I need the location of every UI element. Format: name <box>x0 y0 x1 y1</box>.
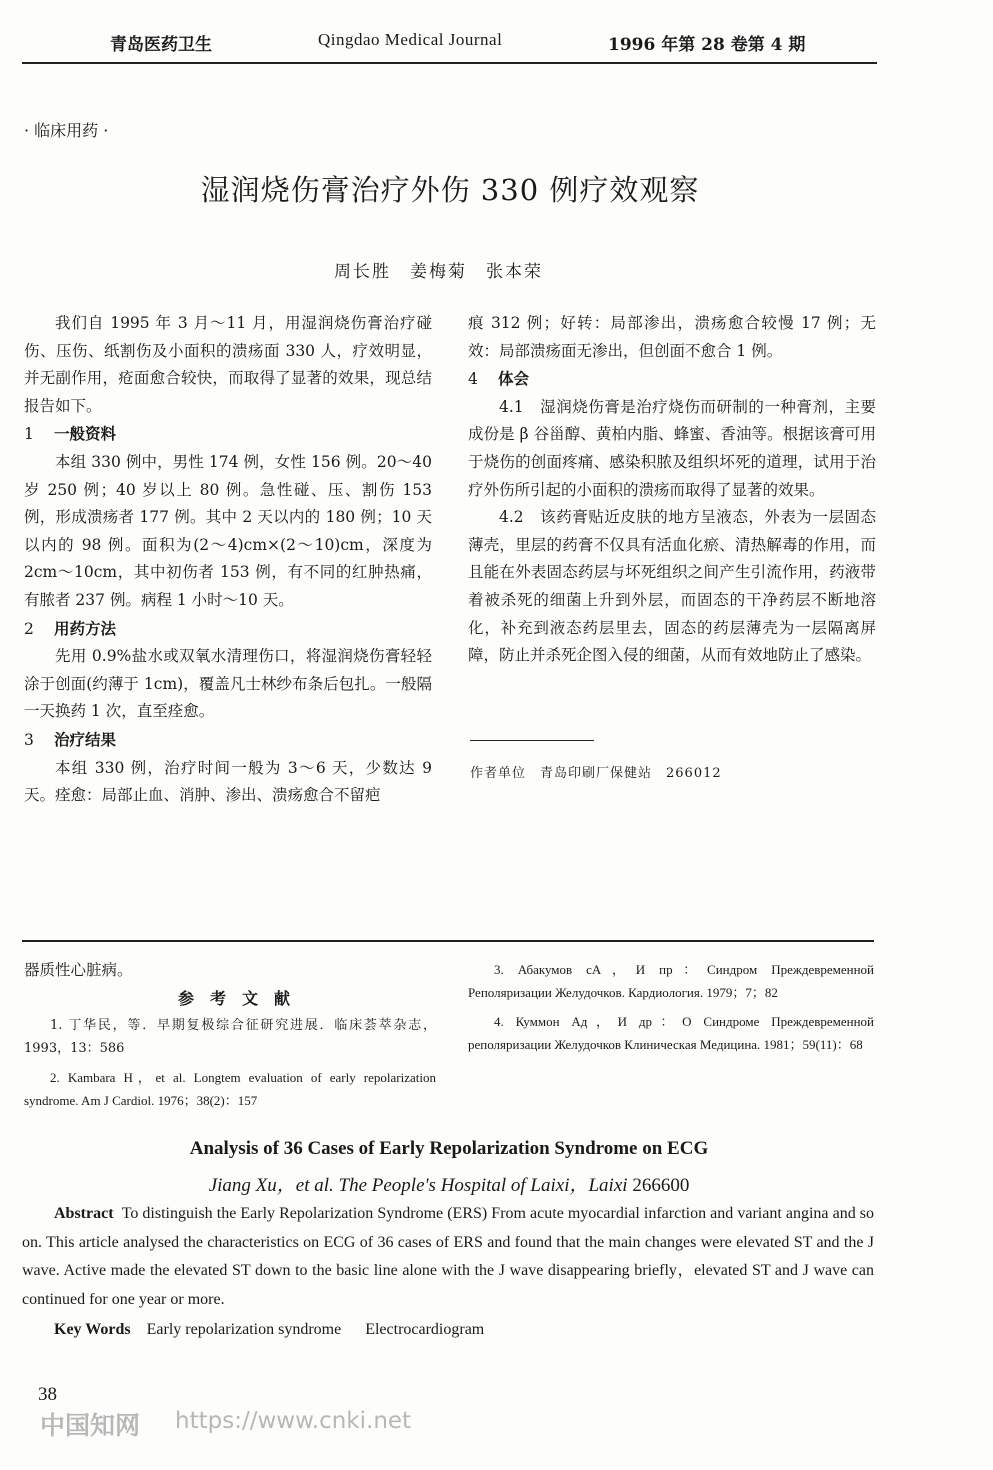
english-authors-line <box>0 1170 898 1197</box>
author-affiliation: 作者单位 青岛印刷厂保健站 266012 <box>470 766 722 781</box>
header-journal-cn: 青岛医药卫生 <box>110 35 212 55</box>
references-left <box>24 1014 436 1112</box>
section-3-title: 治疗结果 <box>54 729 117 749</box>
section-2-number: 2 <box>24 619 34 638</box>
continued-text: 器质性心脏病。 <box>24 961 133 979</box>
intro-paragraph: 我们自 1995 年 3 月～11 月，用湿润烧伤膏治疗碰伤、压伤、纸割伤及小面积的溃疡面 330 人，疗效明显，并无副作用，疮面愈合较快，而取得了显著的效果，现总结报告如下。 <box>24 314 432 415</box>
header-issue: 1996 年第 28 卷第 4 期 <box>608 35 806 55</box>
references-right <box>468 958 874 1056</box>
english-authors: Jiang Xu，et al. The People's Hospital of Laixi，Laixi <box>208 1175 628 1196</box>
left-column <box>24 310 432 810</box>
cnki-logo: 中国知网 <box>40 1411 141 1440</box>
section-1-number: 1 <box>24 425 34 444</box>
section-1-text: 本组 330 例中，男性 174 例，女性 156 例。20～40 岁 250 例；40 岁以上 80 例。急性碰、压、割伤 153 例，形成溃疡者 177 例。其中 2 天以内的 180 例；10 天以内的 98 例。面积为(2～4)cm×(2～10)cm，深度为 2cm～10cm，其中初伤者 153 例，有不同的红肿热痛，有脓者 237 例。病程 1 小时～10 天。 <box>24 452 432 609</box>
keyword-1: Early repolarization syndrome <box>146 1321 342 1338</box>
cnki-url: https://www.cnki.net <box>175 1408 412 1434</box>
reference-3: 3. Абакумов сА，И пр：Синдром Преждевременной Реполяризации Желудочков. Кардиология. 1979；7；82 <box>468 962 874 1000</box>
keywords-label: Key Words <box>54 1321 131 1338</box>
header-journal-en: Qingdao Medical Journal <box>318 30 503 49</box>
page-number: 38 <box>38 1384 57 1405</box>
reference-2: 2. Kambara H，et al. Longtem evaluation of early repolarization syndrome. Am J Cardiol. 1976；38(2)：157 <box>24 1070 436 1108</box>
article-title: 湿润烧伤膏治疗外伤 330 例疗效观察 <box>200 173 700 207</box>
section-4-heading <box>468 365 876 394</box>
references-heading: 参 考 文 献 <box>177 989 290 1008</box>
english-postcode: 266600 <box>632 1175 690 1196</box>
keywords-line <box>22 1316 874 1345</box>
affiliation-rule <box>470 740 594 741</box>
abstract-block <box>22 1200 874 1345</box>
section-2-heading <box>24 615 432 644</box>
abstract-text: To distinguish the Early Repolarization Syndrome (ERS) From acute myocardial infarction and variant angina and so on. This article analysed the characteristics on ECG of 36 cases of ERS and found that the main changes were elevated ST and the J wave. Active made the elevated ST down to the basic line alone with the J wave disappearing briefly，elevated ST and J wave can continued for one year or more. <box>22 1205 874 1308</box>
article-authors: 周长胜 姜梅菊 张本荣 <box>334 262 543 282</box>
section-1-heading <box>24 420 432 449</box>
paragraph-4-1: 4.1 湿润烧伤膏是治疗烧伤而研制的一种膏剂，主要成份是 β 谷甾醇、黄柏内脂、蜂蜜、香油等。根据该膏可用于烧伤的创面疼痛、感染积脓及组织坏死的道理，试用于治疗外伤所引起的小面积的溃疡而取得了显著的效果。 <box>468 397 876 499</box>
paragraph-4-2: 4.2 该药膏贴近皮肤的地方呈液态，外表为一层固态薄壳，里层的药膏不仅具有活血化瘀、清热解毒的作用，而且能在外表固态药层与坏死组织之间产生引流作用，药液带着被杀死的细菌上升到外层，而固态的干净药层不断地溶化，补充到液态药层里去，固态的药层薄壳为一层隔离屏障，防止并杀死企图入侵的细菌，从而有效地防止了感染。 <box>468 508 876 665</box>
column-tag: · 临床用药 · <box>24 121 109 140</box>
section-4-number: 4 <box>468 370 478 389</box>
section-4-title: 体会 <box>498 369 530 389</box>
section-3-number: 3 <box>24 730 34 749</box>
right-column <box>468 310 876 670</box>
keyword-2: Electrocardiogram <box>365 1321 485 1338</box>
reference-4: 4. Куммон Ад，И др：О Синдроме Преждевременной реполяризации Желудочков Клиническая Медицина. 1981；59(11)：68 <box>468 1014 874 1052</box>
section-2-title: 用药方法 <box>54 618 117 638</box>
english-title: Analysis of 36 Cases of Early Repolarization Syndrome on ECG <box>189 1138 709 1159</box>
abstract-label: Abstract <box>54 1205 114 1222</box>
reference-1: 1. 丁华民，等．早期复极综合征研究进展．临床荟萃杂志，1993，13：586 <box>24 1018 436 1056</box>
header-rule <box>22 62 877 64</box>
section-2-text: 先用 0.9%盐水或双氧水清理伤口，将湿润烧伤膏轻轻涂于创面(约薄于 1cm)，覆盖凡士林纱布条后包扎。一般隔一天换药 1 次，直至痊愈。 <box>24 647 432 721</box>
section-3-heading <box>24 726 432 755</box>
section-1-title: 一般资料 <box>54 424 117 444</box>
section-divider <box>22 940 874 942</box>
section-3-continued: 痕 312 例；好转：局部渗出，溃疡愈合较慢 17 例；无效：局部溃疡面无渗出，但创面不愈合 1 例。 <box>468 314 876 360</box>
section-3-text: 本组 330 例，治疗时间一般为 3～6 天，少数达 9 天。痊愈：局部止血、消肿、渗出、溃疡愈合不留疤 <box>24 758 432 805</box>
